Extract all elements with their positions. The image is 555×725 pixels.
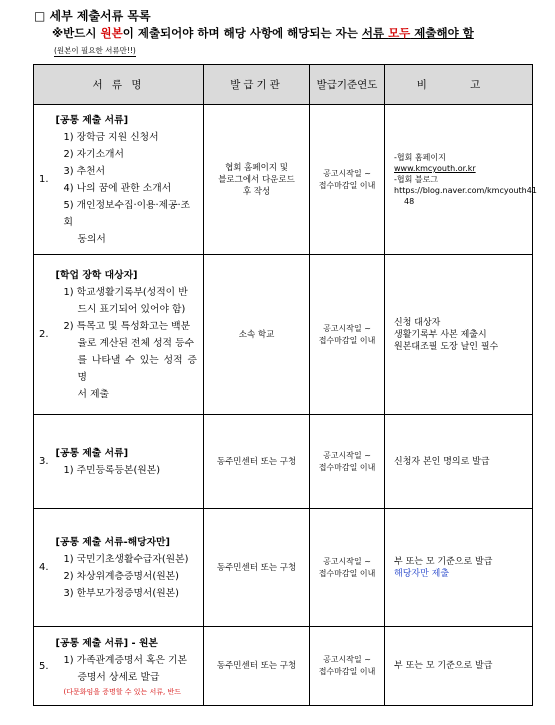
document-items: [54, 627, 204, 706]
remark-line: 신청 대상자: [394, 317, 441, 328]
issuing-agency: [204, 627, 310, 706]
list-item: 1) 장학금 지원 신청서: [63, 131, 159, 143]
document-items: [54, 105, 204, 255]
notice-line: [52, 25, 474, 41]
notice-original-word: 원본: [100, 26, 123, 40]
agency-line: 동주민센터 또는 구청: [216, 562, 297, 573]
notice-prefix: ※반드시: [52, 26, 101, 40]
list-item: 3) 한부모가정증명서(원본): [63, 587, 179, 599]
homepage-link[interactable]: www.kmcyouth.or.kr: [394, 164, 476, 173]
agency-line: 동주민센터 또는 구청: [216, 456, 297, 467]
list-item-continued: 동의서: [77, 233, 106, 245]
list-item: 4) 나의 꿈에 관한 소개서: [63, 182, 172, 194]
row-number: 5.: [34, 627, 54, 706]
blog-link[interactable]: https://blog.naver.com/kmcyouth41: [394, 186, 537, 195]
issue-period: [310, 105, 385, 255]
agency-line: 동주민센터 또는 구청: [216, 661, 297, 671]
remarks: [385, 509, 533, 627]
issuing-agency: [204, 255, 310, 415]
period-line: 접수마감일 이내: [318, 462, 376, 472]
remark-line: -협회 블로그: [394, 175, 439, 184]
document-items: [54, 509, 204, 627]
issuing-agency: [204, 105, 310, 255]
remark-line: 부 또는 모 기준으로 발급: [394, 661, 493, 671]
list-item: 2) 자기소개서: [63, 148, 124, 160]
agency-line: 소속 학교: [238, 329, 275, 340]
row-number: 4.: [34, 509, 54, 627]
period-line: 접수마감일 이내: [318, 335, 376, 345]
remark-line: 부 또는 모 기준으로 발급: [394, 556, 493, 567]
table-header-row: [34, 65, 533, 105]
agency-line: 블로그에서 다운로드: [218, 174, 295, 185]
notice-underlined: [362, 26, 474, 40]
header-document-name: 서 류 명: [34, 65, 204, 105]
table-row: [34, 627, 533, 706]
issue-period: [310, 255, 385, 415]
remark-highlight: 해당자만 제출: [394, 568, 450, 579]
remarks: [385, 255, 533, 415]
document-items: [54, 415, 204, 509]
remark-line: 신청자 본인 명의로 발급: [394, 456, 490, 467]
list-item: 1) 국민기초생활수급자(원본): [63, 553, 189, 565]
section-title: □ 세부 제출서류 목록: [34, 9, 151, 23]
group-heading: [공통 제출 서류-해당자만]: [55, 536, 170, 548]
period-line: 접수마감일 이내: [318, 667, 376, 676]
issue-period: [310, 627, 385, 706]
list-item-continued: 율로 계산된 전체 성적 등수: [77, 337, 195, 349]
list-item: 1) 주민등록등본(원본): [63, 464, 161, 476]
header-issuing-agency: 발급기관: [204, 65, 310, 105]
list-item: 5) 개인정보수집·이용·제공·조회: [63, 199, 191, 228]
list-item: 2) 차상위계층증명서(원본): [63, 570, 179, 582]
period-line: 공고시작일 ~: [323, 655, 371, 664]
period-line: 공고시작일 ~: [323, 168, 371, 178]
list-item: 1) 학교생활기록부(성적이 반: [63, 286, 188, 298]
period-line: 공고시작일 ~: [323, 556, 371, 566]
original-required-note: (원본이 필요한 서류만!!): [54, 46, 136, 55]
table-row: [34, 255, 533, 415]
notice-docs-word: 서류: [361, 26, 389, 40]
multicultural-note: (다문화임을 증명할 수 있는 서류, 반드: [63, 687, 182, 696]
list-item: 3) 추천서: [63, 165, 106, 177]
row-number: 2.: [34, 255, 54, 415]
group-heading: [공통 제출 서류]: [55, 114, 129, 126]
remark-line: 원본대조필 도장 날인 필수: [394, 341, 499, 352]
list-item-continued: 증명서 상세로 발급: [77, 671, 160, 683]
remarks: [385, 627, 533, 706]
issuing-agency: [204, 509, 310, 627]
documents-table: [33, 64, 537, 706]
list-item-continued: 를 나타낼 수 있는 성적 증명: [77, 354, 198, 383]
group-heading: [공통 제출 서류]: [55, 447, 129, 459]
period-line: 공고시작일 ~: [323, 323, 371, 333]
remark-line: 생활기록부 사본 제출시: [394, 329, 487, 340]
agency-line: 협회 홈페이지 및: [225, 162, 288, 173]
agency-line: 후 작성: [242, 186, 271, 197]
header-issue-year: 발급기준연도: [310, 65, 385, 105]
remarks: [385, 105, 537, 255]
document-items: [54, 255, 204, 415]
table-row: [34, 105, 533, 255]
notice-all-word: 모두: [388, 26, 411, 40]
remarks: [385, 415, 533, 509]
group-heading: [공통 제출 서류] - 원본: [55, 637, 158, 649]
list-item: 2) 특목고 및 특성화고는 백분: [63, 320, 191, 332]
table-row: [34, 509, 533, 627]
notice-middle: 이 제출되어야 하며 해당 사항에 해당되는 자는: [122, 26, 362, 40]
period-line: 공고시작일 ~: [323, 450, 371, 460]
header-remarks: 비 고: [385, 65, 533, 105]
remark-line: -협회 홈페이지: [394, 153, 446, 162]
issue-period: [310, 509, 385, 627]
period-line: 접수마감일 이내: [318, 180, 376, 190]
row-number: 3.: [34, 415, 54, 509]
issue-period: [310, 415, 385, 509]
list-item-continued: 서 제출: [77, 388, 110, 400]
list-item: 1) 가족관계증명서 혹은 기본: [63, 654, 187, 666]
list-item-continued: 드시 표기되어 있어야 함): [77, 303, 186, 315]
issuing-agency: [204, 415, 310, 509]
table-row: [34, 415, 533, 509]
notice-suffix: 제출해야 함: [410, 26, 474, 40]
group-heading: [학업 장학 대상자]: [55, 269, 138, 281]
blog-link-continued[interactable]: 48: [404, 197, 415, 206]
period-line: 접수마감일 이내: [318, 568, 376, 578]
row-number: 1.: [34, 105, 54, 255]
